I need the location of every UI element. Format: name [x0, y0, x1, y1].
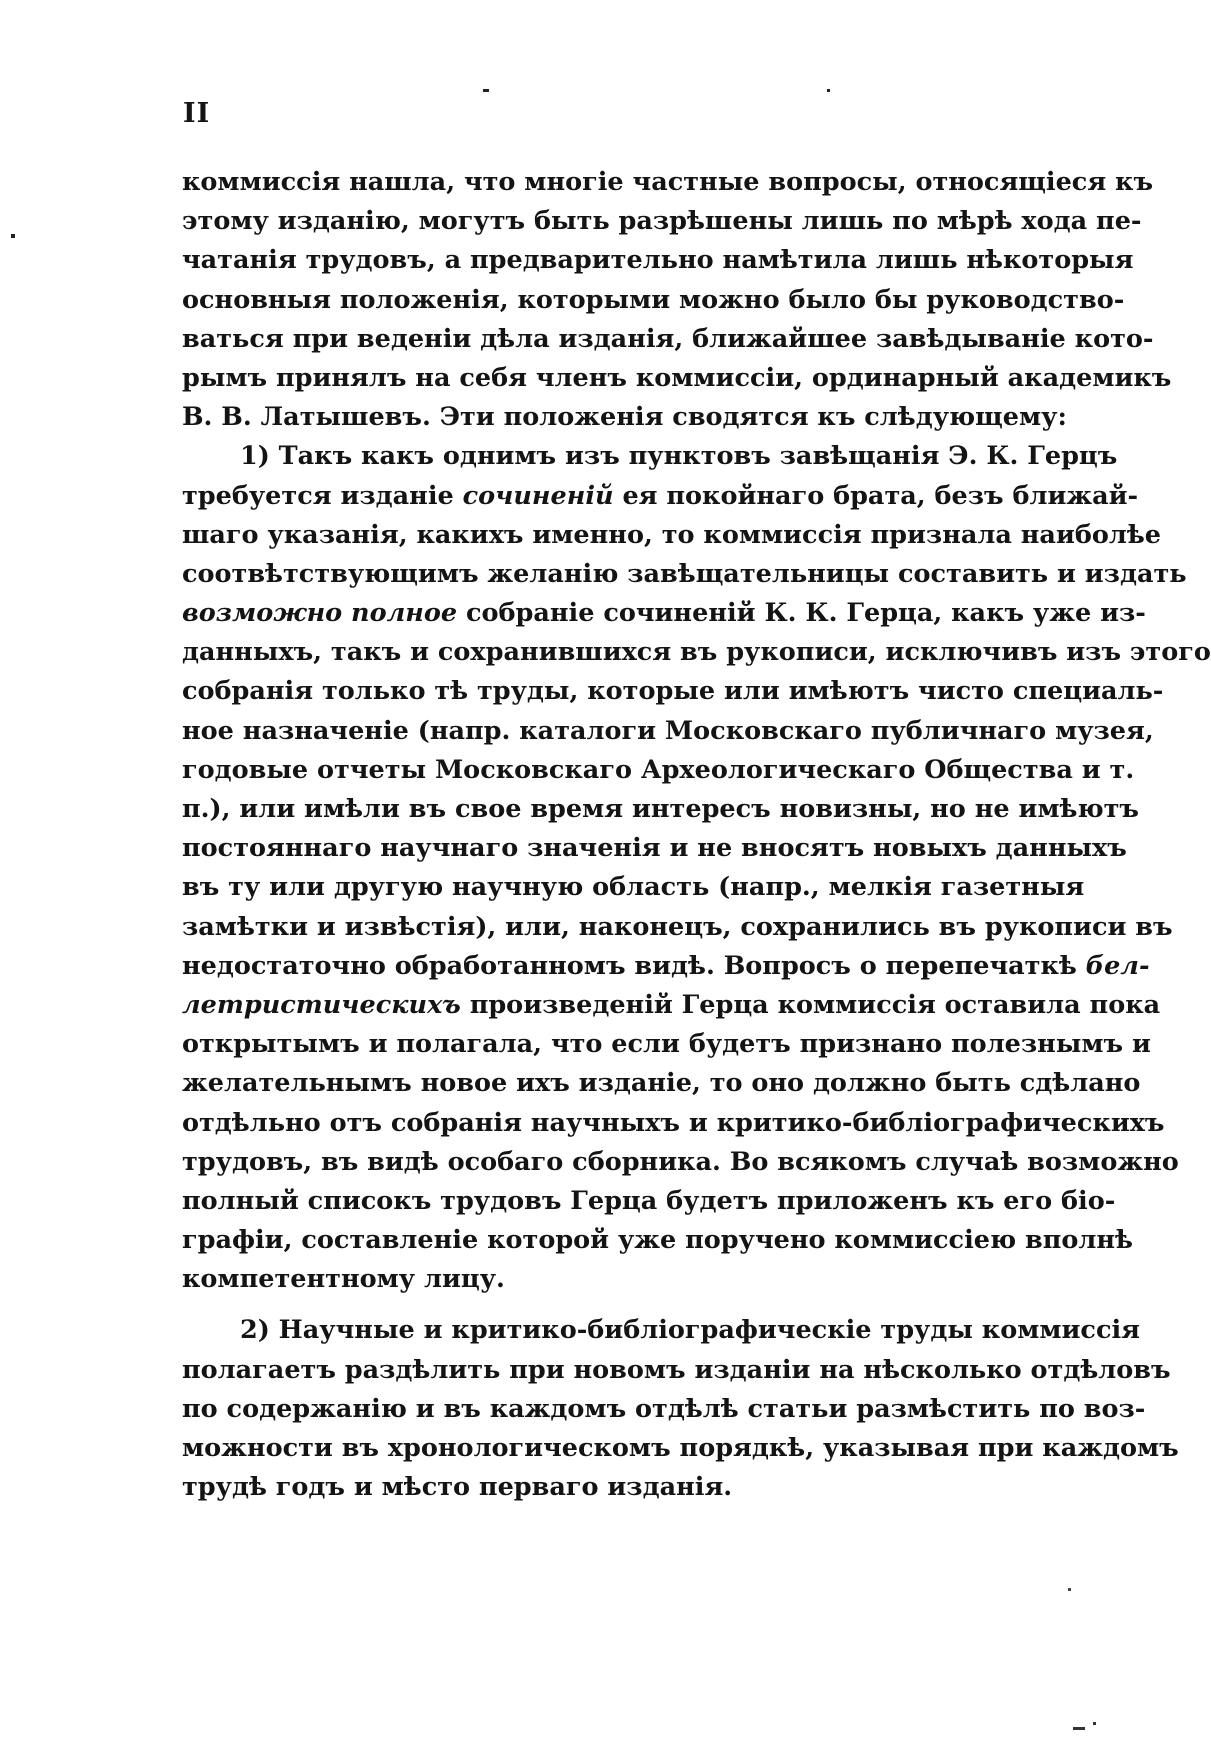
- text-line: трудовъ, въ видѣ особаго сборника. Во всякомъ случаѣ возможно: [182, 1146, 1179, 1177]
- point-1-paragraph: [182, 437, 1211, 1299]
- text-line: чатанія трудовъ, а предварительно намѣтила лишь нѣкоторыя: [182, 245, 1134, 276]
- page-number: II: [183, 98, 211, 129]
- text-line: основныя положенія, которыми можно было бы руководство-: [182, 284, 1125, 315]
- text-line: постояннаго научнаго значенія и не вносятъ новыхъ данныхъ: [182, 833, 1127, 864]
- text-line: коммиссія нашла, что многіе частные вопросы, относящіеся къ: [182, 167, 1154, 197]
- scan-speck: [1093, 1722, 1096, 1725]
- scan-speck: [483, 89, 489, 92]
- paragraph-gap: [182, 1299, 992, 1311]
- text-line: [182, 947, 1150, 986]
- text-line: [182, 594, 1146, 633]
- text-line: отдѣльно отъ собранія научныхъ и критико-библіографическихъ: [182, 1107, 1165, 1138]
- text-span: произведеній Герца коммиссія оставила пока: [460, 989, 1161, 1020]
- emphasis-span: летристическихъ: [182, 989, 461, 1020]
- text-line: соотвѣтствующимъ желанію завѣщательницы составить и издать: [182, 558, 1187, 589]
- text-line: замѣтки и извѣстія), или, наконецъ, сохранились въ рукописи въ: [182, 911, 1173, 942]
- text-line: рымъ принялъ на себя членъ коммиссіи, ординарный академикъ: [182, 362, 1172, 393]
- text-line: открытымъ и полагала, что если будетъ признано полезнымъ и: [182, 1029, 1151, 1060]
- text-span: недостаточно обработанномъ видѣ. Вопросъ о перепечаткѣ: [182, 950, 1086, 981]
- text-line: трудѣ годъ и мѣсто перваго изданія.: [182, 1472, 733, 1503]
- text-line: шаго указанія, какихъ именно, то коммиссія признала наиболѣе: [182, 519, 1162, 550]
- text-line: полный списокъ трудовъ Герца будетъ приложенъ къ его біо-: [182, 1185, 1116, 1216]
- text-line: собранія только тѣ труды, которые или имѣютъ чисто специаль-: [182, 676, 1164, 707]
- emphasis-span: сочиненій: [462, 480, 614, 511]
- text-span: собраніе сочиненій К. К. Герца, какъ уже из-: [457, 598, 1146, 629]
- text-line: этому изданію, могутъ быть разрѣшены лишь по мѣрѣ хода пе-: [182, 206, 1142, 237]
- text-line: полагаетъ раздѣлить при новомъ изданіи на нѣсколько отдѣловъ: [182, 1354, 1171, 1385]
- text-line: 1) Такъ какъ однимъ изъ пунктовъ завѣщанія Э. К. Герцъ: [240, 441, 1118, 472]
- point-2-paragraph: [182, 1311, 1179, 1507]
- scan-speck: [1073, 1727, 1085, 1730]
- text-line: ваться при веденіи дѣла изданія, ближайшее завѣдываніе кото-: [182, 323, 1154, 354]
- scan-speck: [827, 89, 830, 92]
- text-line: годовые отчеты Московскаго Археологическаго Общества и т.: [182, 754, 1135, 785]
- text-span: требуется изданіе: [182, 480, 463, 511]
- emphasis-span: бел-: [1085, 950, 1150, 981]
- text-line: желательнымъ новое ихъ изданіе, то оно должно быть сдѣлано: [182, 1068, 1141, 1099]
- text-line: [182, 986, 1161, 1025]
- text-line: графіи, составленіе которой уже поручено коммиссіею вполнѣ: [182, 1225, 1133, 1256]
- scan-speck: [1068, 1588, 1071, 1591]
- text-line: ное назначеніе (напр. каталоги Московскаго публичнаго музея,: [182, 715, 1154, 746]
- text-line: п.), или имѣли въ свое время интересъ новизны, но не имѣютъ: [182, 794, 1139, 824]
- text-line: 2) Научные и критико-библіографическіе труды коммиссія: [240, 1315, 1141, 1346]
- text-body: [182, 163, 1211, 1507]
- text-line: компетентному лицу.: [182, 1264, 505, 1295]
- scan-speck: [11, 234, 15, 238]
- text-line: данныхъ, такъ и сохранившихся въ рукописи, исключивъ изъ этого: [182, 637, 1211, 668]
- text-span: ея покойнаго брата, безъ ближай-: [613, 480, 1139, 511]
- text-line: въ ту или другую научную область (напр., мелкія газетныя: [182, 872, 1085, 903]
- text-line: [182, 477, 1139, 516]
- emphasis-span: возможно полное: [182, 598, 458, 629]
- intro-paragraph: [182, 163, 1172, 437]
- text-line: можности въ хронологическомъ порядкѣ, указывая при каждомъ: [182, 1433, 1179, 1463]
- text-line: по содержанію и въ каждомъ отдѣлѣ статьи размѣстить по воз-: [182, 1393, 1146, 1424]
- text-line: В. В. Латышевъ. Эти положенія сводятся къ слѣдующему:: [182, 402, 1067, 433]
